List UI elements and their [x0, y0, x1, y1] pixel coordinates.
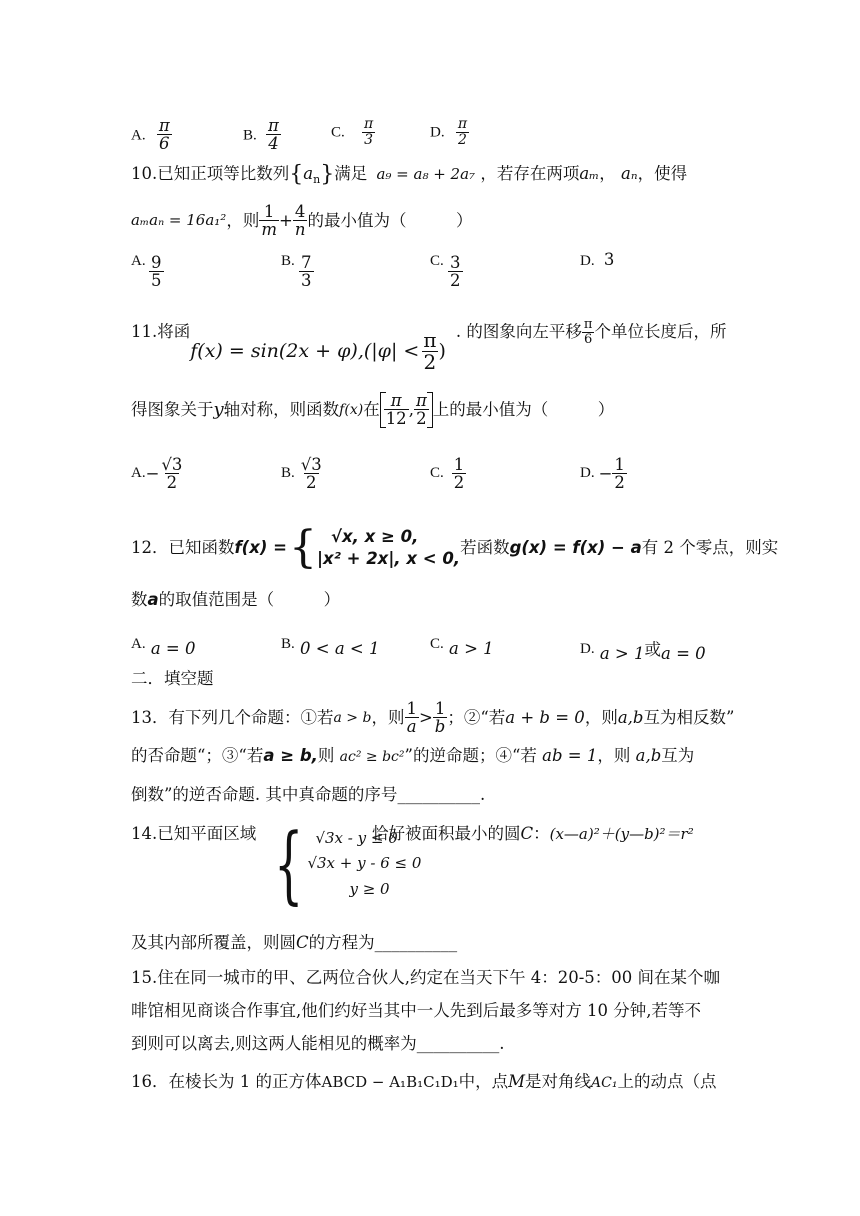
q11-function: f(x) = sin(2x + φ),(|φ| < $\frac{\pi}{2}$ ) [190, 328, 446, 374]
q11-option-a: A. − $\frac{√3}{2}$ [131, 455, 183, 493]
section-heading: 二．填空题 [131, 669, 214, 688]
q15-line-3: 到则可以离去,则这两人能相见的概率为__________. [131, 1034, 505, 1053]
q14-constraint-3: y ≥ 0 [349, 879, 390, 898]
q13-line-3: 倒数”的逆否命题. 其中真命题的序号__________. [131, 785, 486, 804]
q11-line-1: 11.将函 f(x) = sin(2x + φ),(|φ| < $\frac{\pi}{2}$ ) . 的图象向左平移 $\frac{\pi}{6}$ 个单位长度后，所 [131, 317, 727, 374]
q9-option-c: C. $\frac{\pi}{3}$ [331, 116, 374, 148]
q12-line-2: 数a的取值范围是（ ） [131, 590, 341, 609]
q10-option-d: D. 3 [580, 250, 615, 269]
q10-option-a: A. $\frac{9}{5}$ [131, 253, 162, 291]
q14-line-1-suffix: 恰好被面积最小的圆C：(x—a)²＋(y—b)²＝r² [372, 824, 694, 843]
q13-line-2: 的否命题“；③“若a ≥ b,则 ac² ≥ bc²”的逆命题；④“若 ab = 1，则 a,b互为 [131, 746, 695, 765]
q11-option-b: B. $\frac{√3}{2}$ [281, 455, 322, 493]
q10-option-c: C. $\frac{3}{2}$ [430, 253, 461, 291]
q14-constraint-2: √3x + y - 6 ≤ 0 [307, 854, 422, 873]
q11-option-d: D. − $\frac{1}{2}$ [580, 455, 625, 493]
q12-option-d: D. a > 1或a = 0 [580, 640, 706, 663]
q12-line-1: 12．已知函数 f(x) = { √x, x ≥ 0, |x² + 2x|, x < 0, 若函数 g(x) = f(x) − a 有 2 个零点，则实 [131, 522, 779, 574]
q16-line-1: 16．在棱长为 1 的正方体ABCD − A₁B₁C₁D₁中，点M是对角线AC₁上的动点（点 [131, 1072, 717, 1091]
q13-answer-blank: __________ [397, 785, 480, 804]
q15-answer-blank: __________ [416, 1034, 500, 1053]
q14-line-1-prefix: 14.已知平面区域 [131, 824, 257, 843]
q14-constraint-1: √3x - y ≤ 0 [315, 828, 398, 847]
q9-option-a: A. $\frac{\pi}{6}$ [131, 116, 170, 154]
q13-line-1: 13．有下列几个命题：①若 a > b ，则 $\frac{1}{a}$ > $\frac{1}{b}$ ；②“若 a + b = 0 ，则 a,b 互为相反数” [131, 699, 735, 737]
q10-line-1: 10.已知正项等比数列$\{a_n\}$满足 a₉ = a₈ + 2a₇ ，若存在两项aₘ， aₙ，使得 [131, 162, 688, 187]
q12-option-a: A. a = 0 [131, 636, 196, 658]
q11-line-2: 得图象关于 y 轴对称，则函数 f(x) 在 $\frac{\pi}{12}$ , $\frac{\pi}{2}$ 上的最小值为（ ） [131, 391, 615, 429]
q9-option-d: D. $\frac{\pi}{2}$ [430, 116, 468, 148]
q15-line-1: 15.住在同一城市的甲、乙两位合伙人,约定在当天下午 4：20-5：00 间在某个咖 [131, 968, 721, 987]
q12-option-c: C. a > 1 [430, 636, 494, 658]
q10-line-2: aₘaₙ = 16a₁² ，则 $\frac{1}{m}$ + $\frac{4}{n}$ 的最小值为（ ） [131, 202, 473, 240]
q10-option-b: B. $\frac{7}{3}$ [281, 253, 312, 291]
q11-option-c: C. $\frac{1}{2}$ [430, 455, 465, 493]
q12-piecewise: √x, x ≥ 0, |x² + 2x|, x < 0, [316, 527, 461, 569]
q14-answer-blank: __________ [374, 933, 458, 952]
q15-line-2: 啡馆相见商谈合作事宜,他们约好当其中一人先到后最多等对方 10 分钟,若等不 [131, 1001, 701, 1020]
q12-option-b: B. 0 < a < 1 [281, 636, 380, 658]
q11-interval: $\frac{\pi}{12}$ , $\frac{\pi}{2}$ [380, 392, 433, 428]
q14-line-2: 及其内部所覆盖，则圆C的方程为__________ [131, 933, 458, 952]
q14-constraint-system: { √3x - y ≤ 0 √3x + y - 6 ≤ 0 y ≥ 0 [274, 815, 422, 913]
q9-option-b: B. $\frac{\pi}{4}$ [243, 116, 279, 154]
